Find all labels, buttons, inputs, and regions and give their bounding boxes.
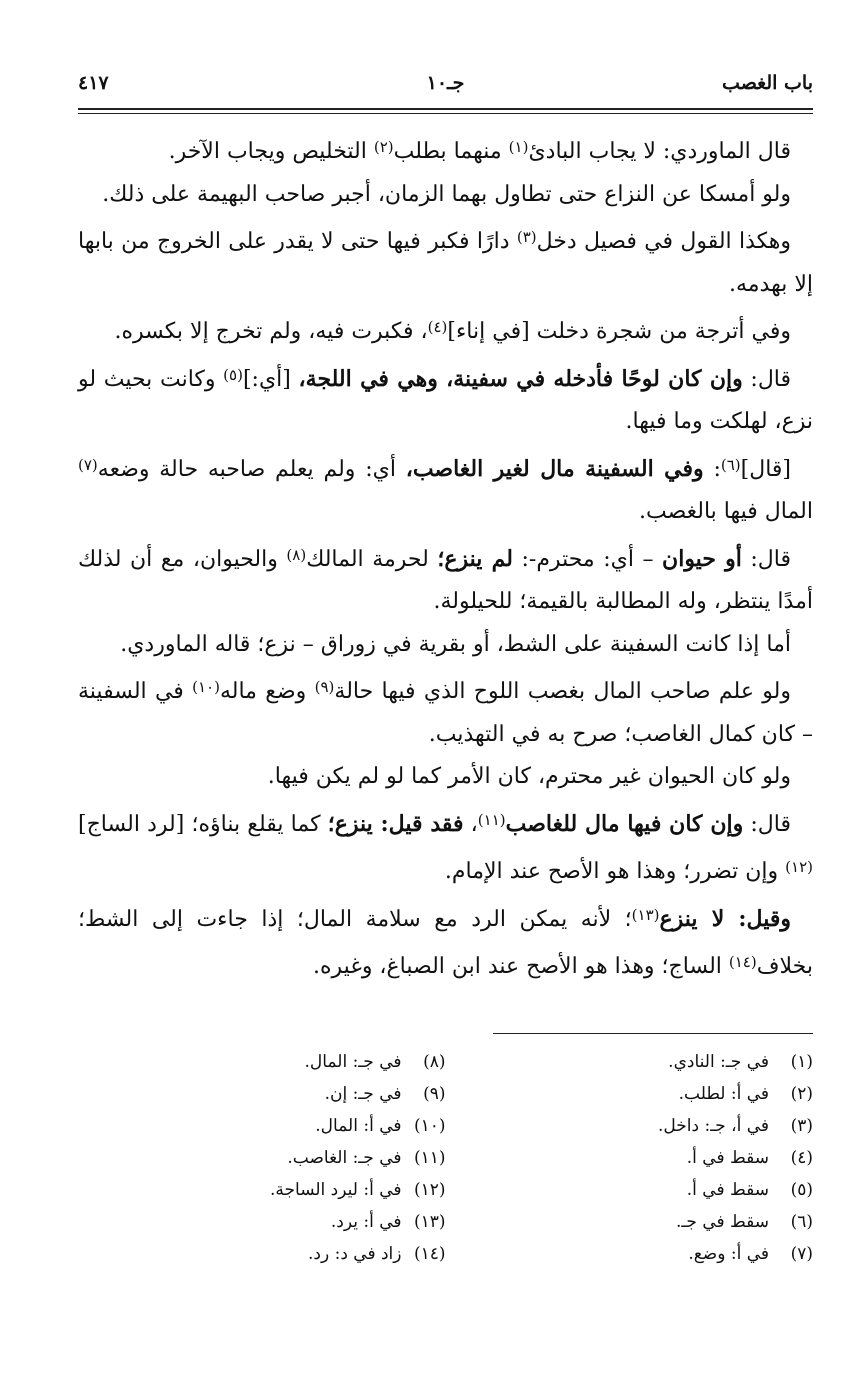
text-run: وكانت بحيث لو نزع، لهلكت وما فيها. [78, 366, 813, 434]
paragraph [78, 894, 813, 989]
book-page [78, 70, 813, 1300]
header-rule-thin [78, 113, 813, 114]
footnote-reference: (١٠) [192, 678, 220, 696]
footnote-number: (١٤) [413, 1243, 446, 1264]
footnote-number: (١) [790, 1051, 813, 1072]
text-run: ؛ لأنه يمكن الرد مع سلامة المال؛ إذا جاءت إلى الشط؛ بخلاف [78, 906, 813, 979]
text-run: وضع ماله [219, 679, 315, 704]
footnote-number: (٢) [790, 1083, 813, 1104]
footnote-number: (٦) [790, 1211, 813, 1232]
footnote-column-right [446, 1046, 814, 1270]
text-run: قال: [742, 366, 792, 392]
footnote-reference: (٥) [223, 365, 243, 384]
text-run: قال: [741, 546, 792, 572]
footnote-text: في جـ: النادي. [668, 1051, 769, 1072]
footnote-text: في أ، جـ: داخل. [657, 1115, 769, 1136]
text-run: ، فكبرت فيه، ولم تخرج إلا بكسره. [114, 319, 428, 344]
footnote-reference: (١) [508, 138, 529, 156]
text-run: أما إذا كانت السفينة على الشط، أو بقرية في زوراق – نزع؛ قاله الماوردي. [120, 631, 791, 657]
footnote-item [446, 1174, 814, 1206]
text-run: أي: ولم يعلم صاحبه حالة وضعه [97, 456, 406, 482]
footnote-item [446, 1110, 814, 1142]
footnote-text: في أ: وضع. [688, 1243, 769, 1264]
volume-label: جـ١٠ [426, 72, 465, 94]
footnote-item [78, 1110, 446, 1142]
footnote-text: في أ: يرد. [330, 1211, 402, 1232]
footnote-text: في جـ: المال. [304, 1051, 402, 1072]
footnote-reference: (٢) [373, 138, 394, 156]
text-run: لحرمة المالك [306, 546, 438, 572]
paragraph [78, 126, 813, 174]
text-run: وفي أترجة من شجرة دخلت [في إناء] [447, 319, 791, 344]
footnote-item [446, 1238, 814, 1270]
footnote-text: في جـ: الغاصب. [287, 1147, 402, 1168]
paragraph [78, 306, 813, 354]
paragraph [78, 216, 813, 306]
text-run: والحيوان، مع أن لذلك أمدًا ينتظر، وله المطالبة بالقيمة؛ للحيلولة. [78, 546, 813, 614]
page-number: ٤١٧ [78, 72, 109, 94]
paragraph [78, 444, 813, 534]
footnote-item [446, 1078, 814, 1110]
text-run: دارًا فكبر فيها حتى لا يقدر على الخروج من بابها إلا بهدمه. [78, 229, 813, 297]
bold-text: فقد قيل: ينزع؛ [327, 810, 464, 837]
footnote-item [78, 1238, 446, 1270]
text-run: قال: [743, 811, 791, 837]
text-run: [أي:] [242, 366, 299, 392]
footnote-item [78, 1174, 446, 1206]
text-run: في السفينة – كان كمال الغاصب؛ صرح به في التهذيب. [78, 679, 813, 747]
footnote-reference: (٣) [516, 228, 537, 246]
text-run: التخليص ويجاب الآخر. [168, 139, 374, 164]
footnote-item [446, 1046, 814, 1078]
footnote-text: في جـ: إن. [324, 1083, 402, 1104]
footnote-text: في أ: ليرد الساجة. [270, 1179, 402, 1200]
text-run: ولو علم صاحب المال بغصب اللوح الذي فيها حالة [334, 679, 791, 704]
text-run: منهما بطلب [393, 139, 509, 164]
paragraph [78, 799, 813, 894]
footnote-number: (٤) [790, 1147, 813, 1168]
text-run: قال الماوردي: لا يجاب البادئ [528, 139, 791, 164]
footnote-reference: (١٣) [631, 905, 660, 924]
paragraph [78, 666, 813, 756]
footnote-reference: (٩) [314, 678, 335, 696]
footnote-reference: (١١) [477, 810, 506, 829]
footnote-text: في أ: لطلب. [678, 1083, 769, 1104]
header-rule-thick [78, 108, 813, 110]
footnote-number: (١٠) [413, 1115, 446, 1136]
chapter-title: باب الغصب [722, 72, 813, 94]
bold-text: وقيل: لا ينزع [659, 905, 791, 932]
footnotes [78, 1046, 813, 1270]
footnote-reference: (١٢) [785, 858, 813, 876]
footnote-column-left [78, 1046, 446, 1270]
footnote-number: (١٣) [413, 1211, 446, 1232]
running-header [78, 70, 813, 104]
footnote-text: زاد في د: رد. [308, 1243, 402, 1264]
body-text [78, 126, 813, 989]
text-run: الساج؛ وهذا هو الأصح عند ابن الصباغ، وغيره. [313, 954, 729, 979]
text-run: ولو أمسكا عن النزاع حتى تطاول بهما الزمان، أجبر صاحب البهيمة على ذلك. [102, 181, 791, 207]
footnote-number: (١١) [413, 1147, 446, 1168]
text-run: وإن تضرر؛ وهذا هو الأصح عند الإمام. [444, 859, 786, 884]
footnote-reference: (٧) [78, 455, 98, 474]
paragraph [78, 624, 813, 667]
bold-text: وفي السفينة مال لغير الغاصب، [405, 455, 704, 482]
footnote-number: (١٢) [413, 1179, 446, 1200]
bold-text: لم ينزع؛ [437, 545, 513, 572]
footnote-text: سقط في أ. [686, 1147, 769, 1168]
text-run: ، [463, 811, 478, 837]
footnote-item [78, 1206, 446, 1238]
text-run: كما يقلع بناؤه؛ [لرد الساج] [78, 811, 328, 837]
footnote-reference: (١٤) [728, 953, 757, 971]
paragraph [78, 354, 813, 444]
text-run: ولو كان الحيوان غير محترم، كان الأمر كما لو لم يكن فيها. [267, 764, 791, 789]
footnote-number: (٩) [423, 1083, 446, 1104]
footnote-text: في أ: المال. [315, 1115, 402, 1136]
text-run: : [703, 456, 721, 482]
footnote-item [78, 1142, 446, 1174]
footnote-reference: (٦) [720, 455, 741, 474]
text-run: المال فيها بالغصب. [638, 499, 813, 524]
footnote-number: (٧) [790, 1243, 813, 1264]
bold-text: أو حيوان [662, 545, 742, 572]
footnote-text: سقط في أ. [686, 1179, 769, 1200]
footnote-item [78, 1078, 446, 1110]
paragraph [78, 534, 813, 624]
paragraph [78, 756, 813, 799]
footnote-number: (٥) [790, 1179, 813, 1200]
footnote-item [446, 1206, 814, 1238]
footnote-number: (٨) [423, 1051, 446, 1072]
text-run: [قال] [740, 456, 792, 482]
paragraph [78, 174, 813, 217]
bold-text: وإن كان لوحًا فأدخله في سفينة، وهي في اللجة، [298, 365, 743, 392]
footnote-reference: (٨) [286, 545, 307, 564]
text-run: وهكذا القول في فصيل دخل [536, 229, 791, 254]
footnote-number: (٣) [790, 1115, 813, 1136]
footnote-item [78, 1046, 446, 1078]
bold-text: وإن كان فيها مال للغاصب [505, 810, 744, 837]
footnote-reference: (٤) [427, 318, 448, 336]
footnote-item [446, 1142, 814, 1174]
text-run: – أي: محترم-: [512, 546, 663, 572]
footnote-text: سقط في جـ. [676, 1211, 769, 1232]
footnote-separator [493, 1033, 813, 1034]
